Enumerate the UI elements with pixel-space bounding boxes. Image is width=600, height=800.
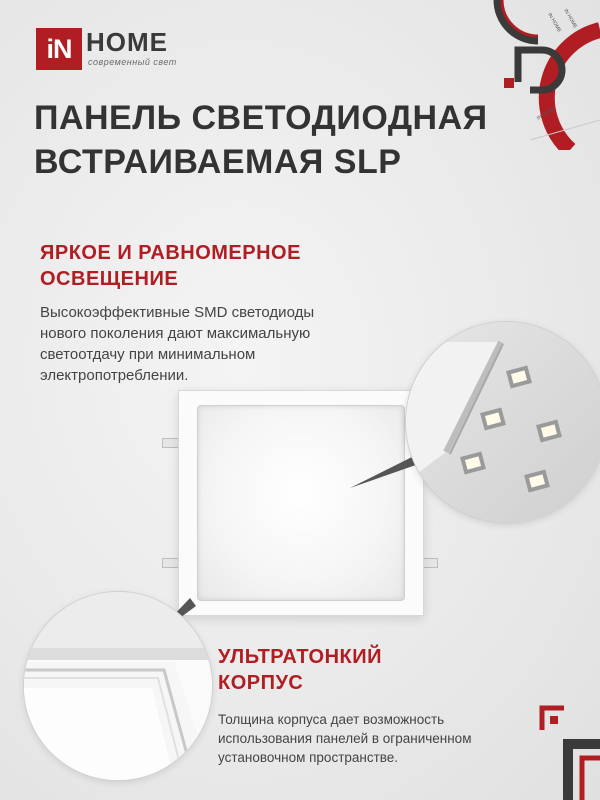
logo-mark: iN	[36, 28, 82, 70]
logo-wordmark: HOME	[86, 27, 168, 57]
feature-1-text-line-4: электропотреблении.	[40, 367, 189, 384]
page-title-line-1: ПАНЕЛЬ СВЕТОДИОДНАЯ	[34, 99, 488, 137]
feature-ultra-thin	[218, 644, 471, 767]
feature-2-heading-line-2: КОРПУС	[218, 672, 304, 694]
feature-2-heading	[218, 644, 471, 696]
feature-1-heading-line-2: ОСВЕЩЕНИЕ	[40, 268, 179, 290]
frame-closeup-zoom	[24, 592, 212, 780]
feature-1-text-line-2: нового поколения дают максимальную	[40, 325, 311, 342]
corner-text-2: IN HOME	[562, 8, 579, 30]
logo-tagline: современный свет	[88, 57, 177, 67]
corner-text-1: IN HOME	[546, 12, 563, 34]
feature-1-text-line-1: Высокоэффективные SMD светодиоды	[40, 304, 315, 321]
led-closeup-zoom	[406, 322, 600, 522]
feature-1-text-line-3: светоотдачу при минимальном	[40, 346, 256, 363]
frame-edge-closeup	[24, 592, 212, 780]
feature-2-text-line-2: использования панелей в ограниченном	[218, 731, 472, 746]
feature-2-text	[218, 710, 471, 767]
feature-2-text-line-1: Толщина корпуса дает возможность	[218, 712, 445, 727]
smd-led-closeup	[406, 322, 600, 522]
feature-1-heading-line-1: ЯРКОЕ И РАВНОМЕРНОЕ	[40, 242, 301, 264]
feature-2-heading-line-1: УЛЬТРАТОНКИЙ	[218, 646, 382, 668]
page-title-line-2: ВСТРАИВАЕМАЯ SLP	[34, 143, 402, 181]
feature-2-text-line-3: установочном пространстве.	[218, 750, 399, 765]
corner-text-3: IN HOME	[536, 105, 558, 122]
corner-decoration-bottom	[530, 700, 600, 800]
